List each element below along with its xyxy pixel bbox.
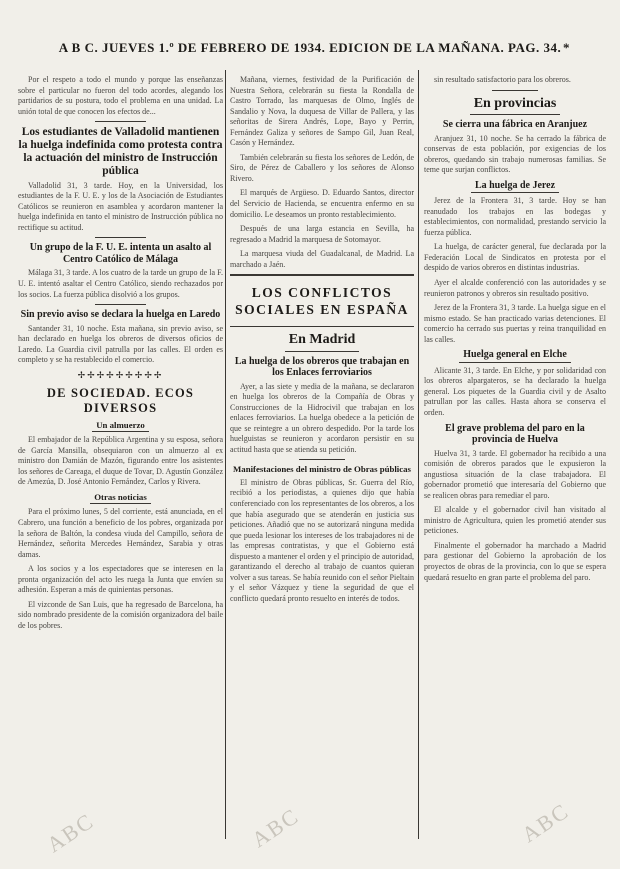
mid-para-3: Después de una larga estancia en Sevilla, ha regresado a Madrid la marquesa de Sotomayor. — [230, 224, 414, 244]
column-rule-left — [225, 70, 226, 839]
headline-huelva: El grave problema del paro en la provincia de Huelva — [445, 422, 585, 446]
headline-aranjuez: Se cierra una fábrica en Aranjuez — [442, 119, 588, 131]
page-header — [0, 40, 620, 70]
mid-para-0: Mañana, viernes, festividad de la Purificación de Nuestra Señora, celebrarán su fiesta la Rondalla de Castro Torrado, las marquesas de Olmo, Inglés de Sandalio y Nova, la duquesa de Villar de Pallera, y las señoritas de Sirera Andrés, Lope, Bayo y Perrin, Fernández Galiza y señores de Sampo Gil, Juan Real, Casón y Hernández. — [230, 75, 414, 148]
left-para-1: Valladolid 31, 3 tarde. Hoy, en la Universidad, los estudiantes de la F. U. E. y los de la Asociación de Estudiantes Católicos se reunieron en asamblea y acordaron mantener la huelga indefinida en tanto el ministro de Instrucción pública no rectifique su actitud. — [18, 180, 223, 232]
column-rule-right — [418, 70, 419, 839]
left-para-7: A los socios y a los espectadores que se interesen en la pronta organización del acto les ruega la Junta que envíen su adhesión. Esperan a más de quinientas personas. — [18, 564, 223, 595]
right-para-3: La huelga, de carácter general, fue declarada por la Federación Local de Sindicatos en protesta por el despido de varios obreros en distintas industrias. — [424, 242, 606, 273]
right-para-4: Ayer el alcalde conferenció con las autoridades y se reunieron patronos y obreros sin resultado positivo. — [424, 278, 606, 298]
middle-column — [230, 75, 414, 839]
right-column — [424, 75, 606, 839]
ornament-divider: ✢✢✢✢✢✢✢✢✢ — [77, 369, 164, 380]
headline-malaga: Un grupo de la F. U. E. intenta un asalto al Centro Católico de Málaga — [29, 242, 212, 265]
right-para-0: sin resultado satisfactorio para los obreros. — [434, 75, 571, 84]
mid-para-1: También celebrarán su fiesta los señores de Ledón, de Siro, de Pérez de Caballero y los señores de Alonso Rivero. — [230, 152, 414, 183]
subhead-almuerzo: Un almuerzo — [18, 420, 223, 433]
headline-valladolid: Los estudiantes de Valladolid mantienen la huelga indefinida como protesta contra la actuación del ministro de Instrucción pública — [18, 126, 223, 177]
headline-conflictos: LOS CONFLICTOS SOCIALES EN ESPAÑA — [235, 285, 409, 318]
subhead-otras-noticias: Otras noticias — [18, 492, 223, 505]
watermark-abc: ABC — [247, 802, 304, 853]
headline-provincias: En provincias — [424, 95, 606, 115]
mid-para-5: Ayer, a las siete y media de la mañana, se declararon en huelga los obreros de la Compañía de Obras y Construcciones de la Hidrocivil que trabajan en los enlaces ferroviarios. La huelga obedece a la petición de que se reintegre a un obrero despedido. Por la tarde los huelguistas se reunieron y acordaron persistir en su actitud hasta que se atienda su petición. — [230, 381, 414, 454]
conflictos-banner — [230, 274, 414, 327]
separator — [95, 304, 146, 305]
mid-para-4: La marquesa viuda del Guadalcanal, de Madrid. La marchado a Jaén. — [230, 249, 414, 269]
headline-elche: Huelga general en Elche — [424, 349, 606, 363]
headline-ministro: Manifestaciones del ministro de Obras públicas — [233, 464, 411, 475]
headline-sociedad: DE SOCIEDAD. ECOS DIVERSOS — [46, 385, 195, 415]
header-star: * — [563, 40, 570, 55]
watermark-abc: ABC — [517, 797, 574, 848]
left-para-6: Para el próximo lunes, 5 del corriente, está anunciada, en el Cabrero, una función a beneficio de los pobres, organizada por la señora de Baltón, la condesa viuda del Campillo, señora de Hernández, señorita Mercedes Hernández, Sarabia y otras damas. — [18, 507, 223, 559]
right-para-9: Finalmente el gobernador ha marchado a Madrid para gestionar del Gobierno la aprobación de los proyectos de obras de la provincia, con lo que se espera quedará resuelto en gran parte el problema del paro. — [424, 540, 606, 582]
left-para-5: El embajador de la República Argentina y su esposa, señora de García Mansilla, obsequiaron con un almuerzo al ex ministro don Damián de Mazón, figurando entre los asistentes los señores de Careaga, el duque de Tovar, D. Agustín González de Amezúa, D. José Antonio Fernández, Carlos y Rivera. — [18, 435, 223, 487]
right-para-7: Huelva 31, 3 tarde. El gobernador ha recibido a una comisión de obreros parados que le expusieron la angustiosa situación de la clase trabajadora. El gobernador prometió que interesaría del Gobierno que se realicen obras para remediar el paro. — [424, 448, 606, 500]
right-para-6: Alicante 31, 3 tarde. En Elche, y por solidaridad con los obreros alpargateros, se ha declarado la huelga general. Los piquetes de la Guardia civil y de Asalto patrullan por las calles. Hasta ahora se conserva el orden. — [424, 365, 606, 417]
left-para-0: Por el respeto a todo el mundo y porque las enseñanzas sobre el particular no fueron del todo acordes, alegando los partidarios de su postura, todo el problema en una unidad. La unión total de que conocen los efectos de... — [18, 75, 223, 116]
headline-laredo: Sin previo aviso se declara la huelga en Laredo — [20, 309, 221, 321]
left-para-2: Málaga 31, 3 tarde. A los cuatro de la tarde un grupo de la F. U. E. intentó asaltar el Centro Católico, siendo rechazados por los socios. La fuerza pública disolvió a los grupos. — [18, 268, 223, 299]
headline-madrid: En Madrid — [230, 331, 414, 351]
mid-para-6: El ministro de Obras públicas, Sr. Guerra del Río, recibió a los periodistas, a quienes dijo que había conferenciado con los representantes de los obreros, a los que había asegurado que se atenderán en justicia sus peticiones. Añadió que no se autorizará ninguna medida que pueda lesionar los intereses de los trabajadores ni de las empresas contratistas, y que el Gobierno está dispuesto a mantener el orden y el principio de autoridad, garantizando el derecho al trabajo de cuantos quieran volver a sus tareas. Se había reunido con el señor Pieltain y el señor Vázquez y tiene la seguridad de que el conflicto quedará pronto resuelto en interés de todos. — [230, 477, 414, 603]
separator — [95, 121, 146, 122]
left-column — [18, 75, 223, 839]
right-para-2: Jerez de la Frontera 31, 3 tarde. Hoy se han reanudado los trabajos en las bodegas y establecimientos, con normalidad, prestando servicio la fuerza pública. — [424, 196, 606, 237]
separator — [492, 90, 538, 91]
right-para-8: El alcalde y el gobernador civil han visitado al ministro de Agricultura, quien les prometió atender sus peticiones. — [424, 505, 606, 536]
separator — [95, 237, 146, 238]
right-para-5: Jerez de la Frontera 31, 3 tarde. La huelga sigue en el mismo estado. Se han practicado varias detenciones. El comercio ha cerrado sus puertas y reina tranquilidad en las calles. — [424, 303, 606, 344]
headline-jerez: La huelga de Jerez — [424, 180, 606, 194]
separator — [299, 459, 345, 460]
header-text: A B C. JUEVES 1.º DE FEBRERO DE 1934. EDICION DE LA MAÑANA. PAG. 34. — [58, 40, 562, 55]
headline-enlaces: La huelga de los obreros que trabajan en los Enlaces ferroviarios — [234, 355, 410, 379]
mid-para-2: El marqués de Argüeso. D. Eduardo Santos, director del Servicio de Hacienda, se encuentra enfermo en su domicilio. Le deseamos un pronto restablecimiento. — [230, 188, 414, 219]
right-para-1: Aranjuez 31, 10 noche. Se ha cerrado la fábrica de conservas de esta población, por exigencias de los obreros, quedando sin trabajo numerosas familias. Se teme que surjan conflictos. — [424, 133, 606, 175]
left-para-8: El vizconde de San Luis, que ha regresado de Barcelona, ha sido nombrado presidente de la comisión organizadora del baile de los pobres. — [18, 599, 223, 630]
left-para-3: Santander 31, 10 noche. Esta mañana, sin previo aviso, se han declarado en huelga los obreros de diversos oficios de Laredo. La Guardia civil patrulla por las calles. El orden es completo y se ha restablecido el comercio. — [18, 323, 223, 365]
watermark-abc: ABC — [42, 807, 99, 858]
